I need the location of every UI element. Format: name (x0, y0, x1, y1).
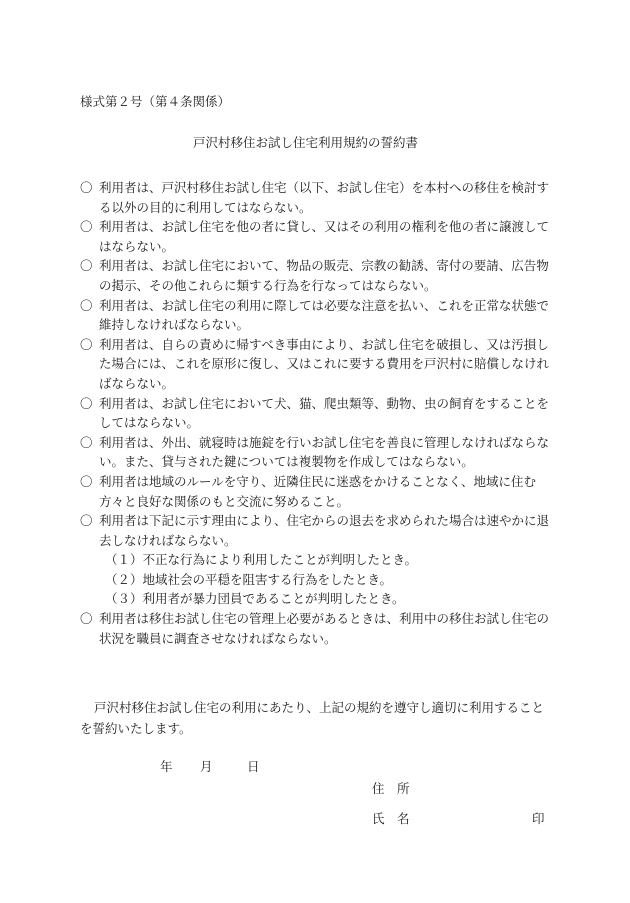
rule-item (80, 511, 555, 609)
rule-text: 利用者は、お試し住宅において、物品の販売、宗教の勧誘、寄付の要請、広告物の掲示、その他これらに類する行為を行なってはならない。 (99, 258, 549, 293)
rule-item (80, 609, 555, 648)
date-day-label: 日 (247, 759, 260, 774)
rule-item (80, 394, 555, 433)
eviction-reason-item: （２）地域社会の平穏を阻害する行為をしたとき。 (105, 571, 393, 587)
eviction-reasons-list (99, 550, 555, 609)
address-label: 住 所 (372, 781, 410, 796)
rule-text: 利用者は、外出、就寝時は施錠を行いお試し住宅を善良に管理しなければならない。また、貸与された鍵については複製物を作成してはならない。 (99, 434, 550, 470)
circle-marker: 〇 (80, 395, 93, 411)
circle-marker: 〇 (80, 219, 93, 235)
form-number: 様式第２号（第４条関係） (80, 94, 231, 109)
date-month-label: 月 (200, 759, 213, 774)
rule-item (80, 217, 555, 256)
rule-item (80, 472, 555, 511)
document-title: 戸沢村移住お試し住宅利用規約の誓約書 (193, 135, 419, 150)
rule-item (80, 178, 555, 217)
rules-list (80, 178, 555, 648)
circle-marker: 〇 (80, 513, 93, 529)
circle-marker: 〇 (80, 611, 93, 627)
date-year-label: 年 (160, 759, 173, 774)
circle-marker: 〇 (80, 258, 93, 274)
rule-text: 利用者は、お試し住宅を他の者に貸し、又はその利用の権利を他の者に譲渡してはならない。 (99, 219, 550, 254)
rule-text: 利用者は、お試し住宅の利用に際しては必要な注意を払い、これを正常な状態で維持しなければならない。 (99, 297, 550, 333)
rule-text: 利用者は移住お試し住宅の管理上必要があるときは、利用中の移住お試し住宅の状況を職員に調査させなければならない。 (99, 611, 550, 646)
eviction-reason-item: （３）利用者が暴力団員であることが判明したとき。 (105, 591, 405, 607)
rule-item (80, 256, 555, 295)
name-label: 氏 名 (372, 811, 410, 826)
circle-marker: 〇 (80, 180, 93, 195)
pledge-statement: 戸沢村移住お試し住宅の利用にあたり、上記の規約を遵守し適切に利用することを誓約いたします。 (80, 700, 545, 736)
rule-item (80, 433, 555, 472)
circle-marker: 〇 (80, 336, 93, 352)
rule-text: 利用者は、お試し住宅において犬、猫、爬虫類等、動物、虫の飼育をすることをしてはならない。 (99, 395, 550, 431)
rule-text: 利用者は下記に示す理由により、住宅からの退去を求められた場合は速やかに退去しなければならない。 (99, 513, 550, 548)
rule-item (80, 335, 555, 394)
rule-text: 利用者は、戸沢村移住お試し住宅（以下、お試し住宅）を本村への移住を検討する以外の目的に利用してはならない。 (99, 180, 550, 215)
circle-marker: 〇 (80, 297, 93, 313)
seal-label: 印 (532, 811, 545, 826)
circle-marker: 〇 (80, 473, 93, 489)
rule-item (80, 296, 555, 335)
rule-text: 利用者は、自らの責めに帰すべき事由により、お試し住宅を破損し、又は汚損した場合には、これを原形に復し、又はこれに要する費用を戸沢村に賠償しなければならない。 (99, 336, 550, 391)
eviction-reason-item: （１）不正な行為により利用したことが判明したとき。 (105, 552, 418, 568)
rule-text: 利用者は地域のルールを守り、近隣住民に迷惑をかけることなく、地域に住む方々と良好な関係のもと交流に努めること。 (99, 473, 537, 509)
circle-marker: 〇 (80, 434, 93, 450)
